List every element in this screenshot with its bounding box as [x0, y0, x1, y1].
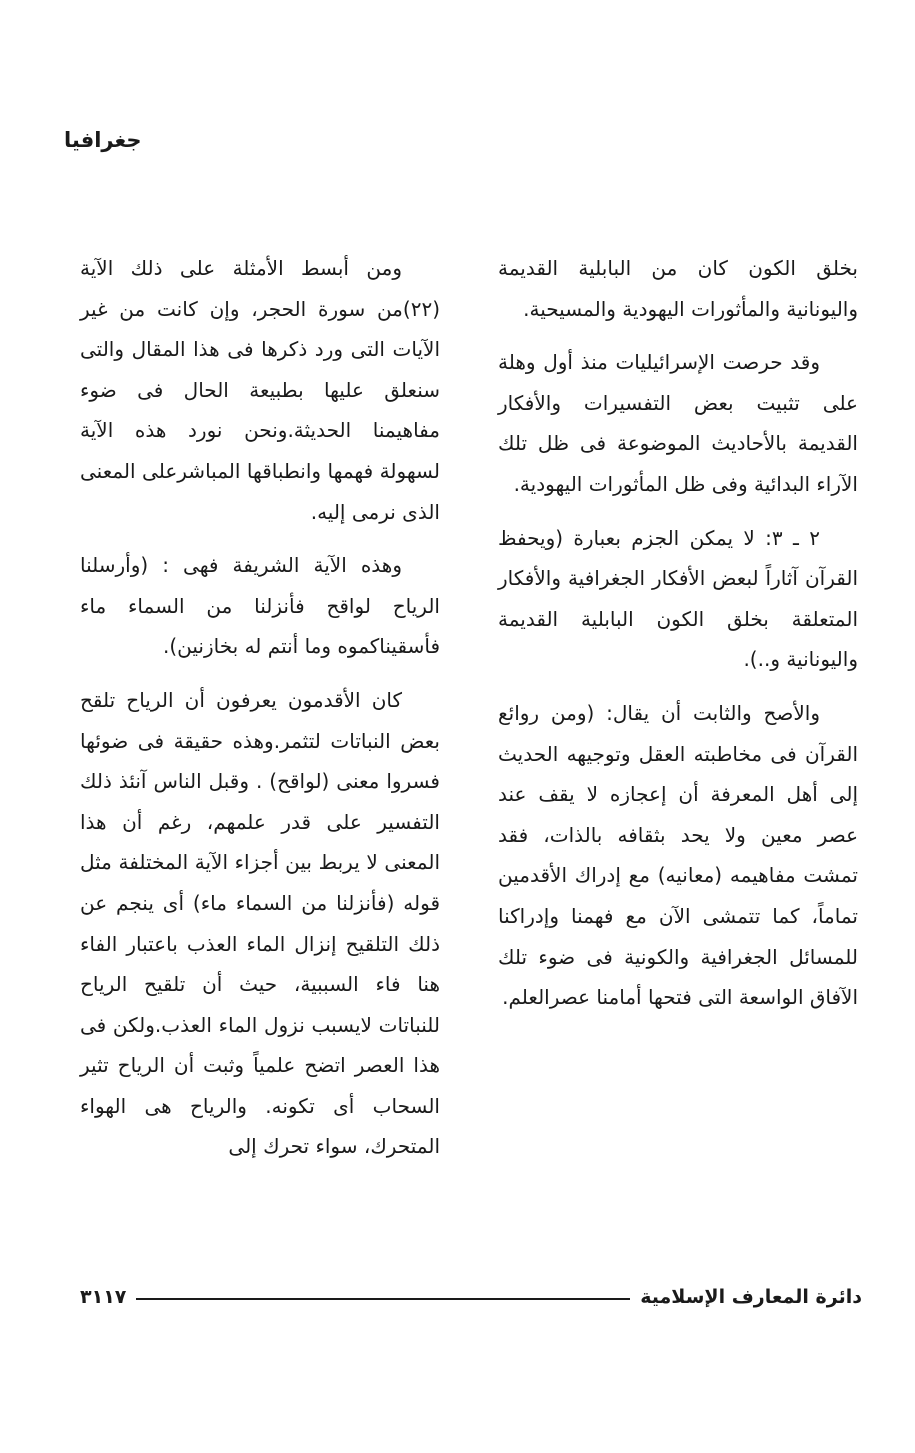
- paragraph: ٢ ـ ٣: لا يمكن الجزم بعبارة (ويحفظ القرآن آثاراً لبعض الأفكار الجغرافية والأفكار المتعلقة بخلق الكون البابلية القديمة واليونانية و..).: [498, 525, 858, 672]
- paragraph: بخلق الكون كان من البابلية القديمة واليونانية والمأثورات اليهودية والمسيحية.: [498, 256, 858, 321]
- page-number: ٣١١٧: [80, 1286, 127, 1308]
- paragraph: كان الأقدمون يعرفون أن الرياح تلقح بعض النباتات لتثمر.وهذه حقيقة فى ضوئها فسروا معنى (لواقح) . وقبل الناس آنئذ ذلك التفسير على قدر علمهم، رغم أن هذا المعنى لا يربط بين أجزاء الآية المختلفة مثل قوله (فأنزلنا من السماء ماء) أى ينجم عن ذلك التلقيح إنزال الماء العذب باعتبار الفاء هنا فاء السببية، حيث أن تلقيح الرياح للنباتات لايسبب نزول الماء العذب.ولكن فى هذا العصر اتضح علمياً وثبت أن الرياح تثير السحاب أى تكونه. والرياح هى الهواء المتحرك، سواء تحرك إلى: [80, 687, 440, 1159]
- footer-rule: [136, 1298, 630, 1300]
- publication-title: دائرة المعارف الإسلامية: [640, 1286, 862, 1308]
- page-footer: [80, 1282, 862, 1312]
- running-head: جغرافيا: [64, 128, 142, 152]
- paragraph: ومن أبسط الأمثلة على ذلك الآية (٢٢)من سورة الحجر، وإن كانت من غير الآيات التى ورد ذكرها فى هذا المقال والتى سنعلق عليها بطبيعة الحال فى ضوء مفاهيمنا الحديثة.ونحن نورد هذه الآية لسهولة فهمها وانطباقها المباشرعلى المعنى الذى نرمى إليه.: [80, 256, 440, 524]
- paragraph: والأصح والثابت أن يقال: (ومن روائع القرآن فى مخاطبته العقل وتوجيهه الحديث إلى أهل المعرفة أن إعجازه لا يقف عند عصر معين ولا يحد بثقافه بالذات، فقد تمشت مفاهيمه (معانيه) مع إدراك الأقدمين تماماً، كما تتمشى الآن مع فهمنا وإدراكنا للمسائل الجغرافية والكونية فى ضوء تلك الآفاق الواسعة التى فتحها أمامنا عصرالعلم.: [498, 700, 858, 1010]
- paragraph: وقد حرصت الإسرائيليات منذ أول وهلة على تثبيت بعض التفسيرات والأفكار القديمة بالأحاديث الموضوعة فى ظل تلك الآراء البدائية وفى ظل المأثورات اليهودية.: [498, 350, 858, 496]
- left-column: [80, 248, 440, 1180]
- paragraph: وهذه الآية الشريفة فهى : (وأرسلنا الرياح لواقح فأنزلنا من السماء ماء فأسقيناكموه وما أنتم له بخازنين).: [80, 553, 440, 659]
- right-column: [498, 248, 858, 1031]
